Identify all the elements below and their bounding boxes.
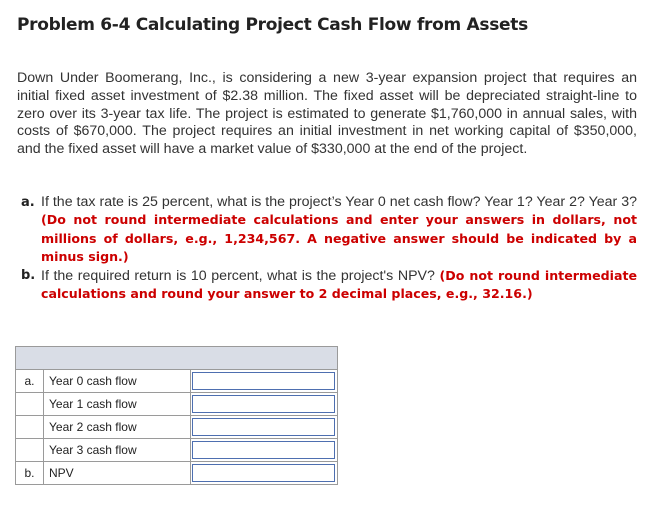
answer-cell bbox=[191, 439, 338, 462]
row-label: Year 3 cash flow bbox=[44, 439, 191, 462]
answer-cell bbox=[191, 370, 338, 393]
year3-cash-flow-input[interactable] bbox=[192, 441, 335, 459]
question-letter: b. bbox=[21, 268, 36, 283]
row-letter: a. bbox=[16, 370, 44, 393]
answer-row bbox=[16, 416, 338, 439]
question-hint: (Do not round intermediate calculations and enter your answers in dollars, not millions of dollars, e.g., 1,234,567. A negative answer should be indicated by a minus sign.) bbox=[41, 212, 637, 264]
row-letter bbox=[16, 393, 44, 416]
answer-cell bbox=[191, 393, 338, 416]
question-hint: (Do not round intermediate calculations and round your answer to 2 decimal places, e.g., 32.16.) bbox=[41, 268, 638, 302]
header-cell bbox=[16, 347, 338, 370]
row-label: Year 0 cash flow bbox=[44, 370, 191, 393]
answer-cell bbox=[191, 416, 338, 439]
answer-table bbox=[15, 346, 338, 485]
question-a bbox=[17, 194, 637, 266]
row-label: NPV bbox=[44, 462, 191, 485]
row-label: Year 2 cash flow bbox=[44, 416, 191, 439]
answer-cell bbox=[191, 462, 338, 485]
year1-cash-flow-input[interactable] bbox=[192, 395, 335, 413]
answer-row bbox=[16, 370, 338, 393]
question-text: If the tax rate is 25 percent, what is the project’s Year 0 net cash flow? Year 1? Year 2? Year 3? bbox=[41, 194, 637, 210]
answer-row bbox=[16, 439, 338, 462]
row-label: Year 1 cash flow bbox=[44, 393, 191, 416]
answer-table-header bbox=[16, 347, 338, 370]
answer-row bbox=[16, 462, 338, 485]
row-letter bbox=[16, 439, 44, 462]
question-b bbox=[17, 267, 637, 304]
year0-cash-flow-input[interactable] bbox=[192, 372, 335, 390]
question-letter: a. bbox=[21, 195, 35, 210]
problem-title: Problem 6-4 Calculating Project Cash Flow from Assets bbox=[17, 15, 528, 35]
question-text: If the required return is 10 percent, what is the project's NPV? bbox=[41, 268, 440, 284]
row-letter bbox=[16, 416, 44, 439]
row-letter: b. bbox=[16, 462, 44, 485]
npv-input[interactable] bbox=[192, 464, 335, 482]
year2-cash-flow-input[interactable] bbox=[192, 418, 335, 436]
answer-row bbox=[16, 393, 338, 416]
problem-statement: Down Under Boomerang, Inc., is considering a new 3-year expansion project that requires an initial fixed asset investment of $2.38 million. The fixed asset will be depreciated straight-line to zero over its 3-year tax life. The project is estimated to generate $1,760,000 in annual sales, with costs of $670,000. The project requires an initial investment in net working capital of $350,000, and the fixed asset will have a market value of $330,000 at the end of the project. bbox=[17, 70, 637, 158]
